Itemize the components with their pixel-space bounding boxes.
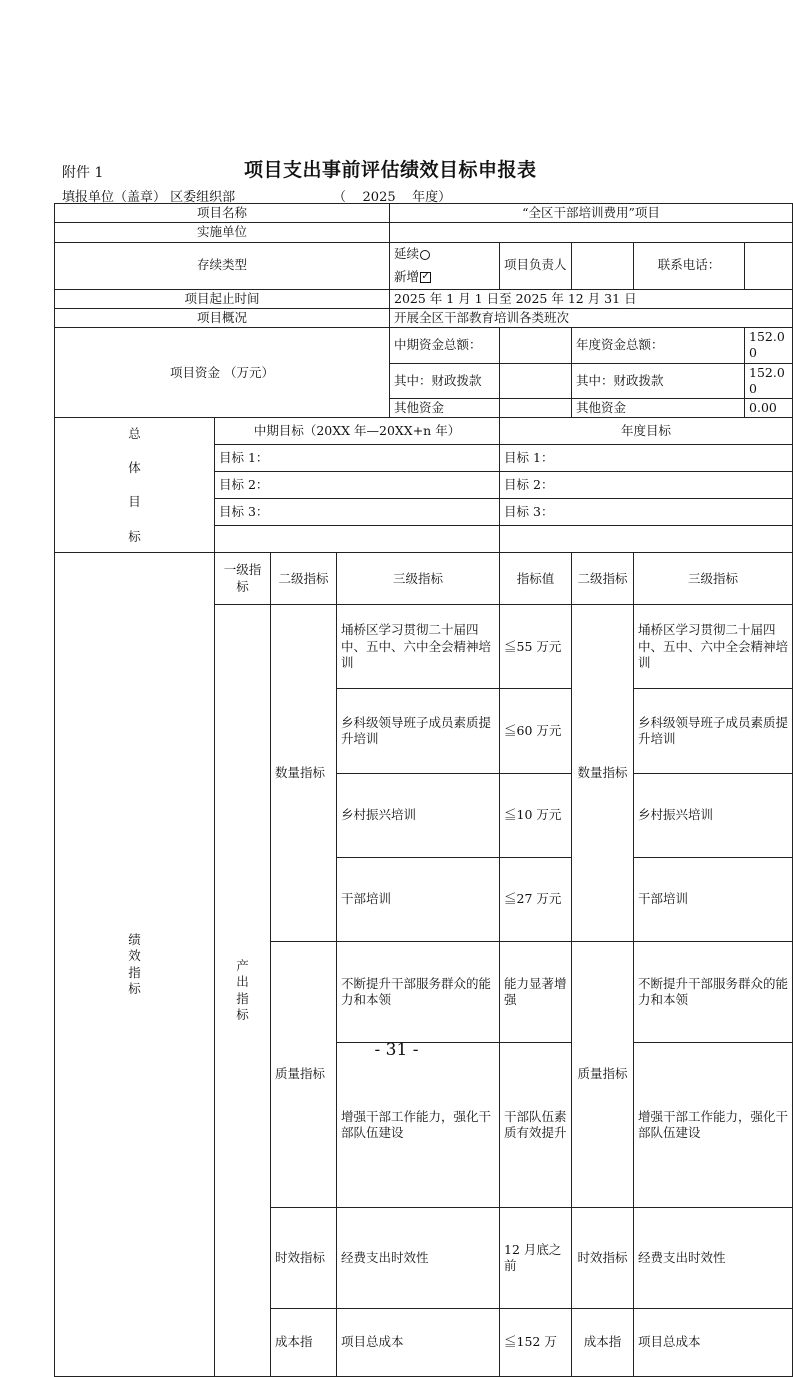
goals-side-char-2: 体 [128,460,141,475]
l3b-row-6: 增强干部工作能力，强化干部队伍建设 [634,1042,793,1208]
l3-row-3: 乡村振兴培训 [337,773,500,857]
l3b-row-2: 乡科级领导班子成员素质提升培训 [634,689,793,773]
l3b-row-4: 干部培训 [634,857,793,941]
header-level3b: 三级指标 [634,553,793,605]
mid-fiscal-label: 其中：财政拨款 [390,363,500,399]
mid-goal-empty [215,526,500,553]
output-char-2: 出 [236,974,249,990]
page-title: 项目支出事前评估绩效目标申报表 [244,159,537,181]
project-name-label: 项目名称 [55,204,390,223]
type-options [390,242,500,289]
type-new-option[interactable] [394,269,495,285]
annual-goal-header: 年度目标 [500,418,793,445]
type-new-text: 新增 [394,268,420,284]
value-row-4: ≦27 万元 [500,857,572,941]
annual-total-value: 152.00 [745,328,793,364]
cost-indicator-label: 成本指 [271,1308,337,1376]
declaration-table [54,203,793,1377]
l3b-row-3: 乡村振兴培训 [634,773,793,857]
ind-side-char-2: 效 [128,948,141,964]
goals-side-char-4: 标 [128,528,141,544]
checkbox-checked-icon: ✓ [421,270,430,282]
l3-row-5: 不断提升干部服务群众的能力和本领 [337,942,500,1043]
phone-label: 联系电话： [634,242,745,289]
quantity-indicator-label: 数量指标 [271,605,337,942]
mid-total-value [500,328,572,364]
period-label: 项目起止时间 [55,289,390,308]
value-row-5: 能力显著增强 [500,942,572,1043]
annual-goal-2: 目标 2： [500,472,793,499]
funds-label: 项目资金 （万元） [55,328,390,418]
value-row-7: 12 月底之前 [500,1208,572,1309]
overview-value: 开展全区干部教育培训各类班次 [390,308,793,327]
output-char-4: 标 [236,1006,249,1022]
leader-value [572,242,634,289]
ind-side-char-4: 标 [128,980,141,996]
value-row-1: ≦55 万元 [500,605,572,689]
overall-goals-label [55,418,215,553]
value-row-6: 干部队伍素质有效提升 [500,1042,572,1208]
page-number: - 31 - [374,1040,419,1060]
attachment-label: 附件 1 [62,165,104,181]
ind-side-char-1: 绩 [128,932,141,948]
value-row-3: ≦10 万元 [500,773,572,857]
annual-fiscal-label: 其中：财政拨款 [572,363,745,399]
type-continue-text: 延续 [394,246,420,262]
mid-goal-header: 中期目标（20XX 年—20XX+n 年） [215,418,500,445]
type-label: 存续类型 [55,242,390,289]
phone-value [745,242,793,289]
mid-goal-1: 目标 1： [215,445,500,472]
annual-goal-1: 目标 1： [500,445,793,472]
l3-row-8: 项目总成本 [337,1308,500,1376]
quantity-indicator-label-b: 数量指标 [572,605,634,942]
type-continue-option[interactable] [394,246,495,262]
leader-label: 项目负责人 [500,242,572,289]
output-char-3: 指 [236,990,249,1006]
annual-goal-3: 目标 3： [500,499,793,526]
output-char-1: 产 [236,958,249,973]
l3-row-7: 经费支出时效性 [337,1208,500,1309]
l3-row-1: 埇桥区学习贯彻二十届四中、五中、六中全会精神培训 [337,605,500,689]
header-level2b: 二级指标 [572,553,634,605]
value-row-8: ≦152 万 [500,1308,572,1376]
period-value: 2025 年 1 月 1 日至 2025 年 12 月 31 日 [390,289,793,308]
quality-indicator-label-b: 质量指标 [572,942,634,1208]
quality-indicator-label: 质量指标 [271,942,337,1208]
impl-unit-label: 实施单位 [55,223,390,242]
annual-fiscal-value: 152.00 [745,363,793,399]
mid-goal-2: 目标 2： [215,472,500,499]
l3b-row-7: 经费支出时效性 [634,1208,793,1309]
timeliness-indicator-label-b: 时效指标 [572,1208,634,1309]
annual-goal-empty [500,526,793,553]
timeliness-indicator-label: 时效指标 [271,1208,337,1309]
l3-row-6: 增强干部工作能力，强化干部队伍建设 [337,1042,500,1208]
impl-unit-value [390,223,793,242]
annual-total-label: 年度资金总额： [572,328,745,364]
output-indicator-label [215,605,271,1377]
mid-other-value [500,399,572,418]
header-value: 指标值 [500,553,572,605]
cost-indicator-label-b: 成本指 [572,1308,634,1376]
l3-row-4: 干部培训 [337,857,500,941]
indicators-side-label [55,553,215,1377]
goals-side-char-3: 目 [128,494,141,510]
l3b-row-8: 项目总成本 [634,1308,793,1376]
report-year: （ 2025 年度） [333,190,452,205]
ind-side-char-3: 指 [128,964,141,980]
header-level3: 三级指标 [337,553,500,605]
header-level2: 二级指标 [271,553,337,605]
mid-fiscal-value [500,363,572,399]
radio-selected-icon [420,250,430,260]
annual-other-value: 0.00 [745,399,793,418]
table-spacer [271,1376,793,1377]
mid-total-label: 中期资金总额： [390,328,500,364]
l3b-row-1: 埇桥区学习贯彻二十届四中、五中、六中全会精神培训 [634,605,793,689]
header-level1: 一级指标 [215,553,271,605]
mid-other-label: 其他资金 [390,399,500,418]
annual-other-label: 其他资金 [572,399,745,418]
overview-label: 项目概况 [55,308,390,327]
value-row-2: ≦60 万元 [500,689,572,773]
l3b-row-5: 不断提升干部服务群众的能力和本领 [634,942,793,1043]
goals-side-char-1: 总 [128,425,141,441]
mid-goal-3: 目标 3： [215,499,500,526]
project-name-value: “全区干部培训费用”项目 [390,204,793,223]
filler-unit: 填报单位（盖章） 区委组织部 [62,190,236,205]
l3-row-2: 乡科级领导班子成员素质提升培训 [337,689,500,773]
